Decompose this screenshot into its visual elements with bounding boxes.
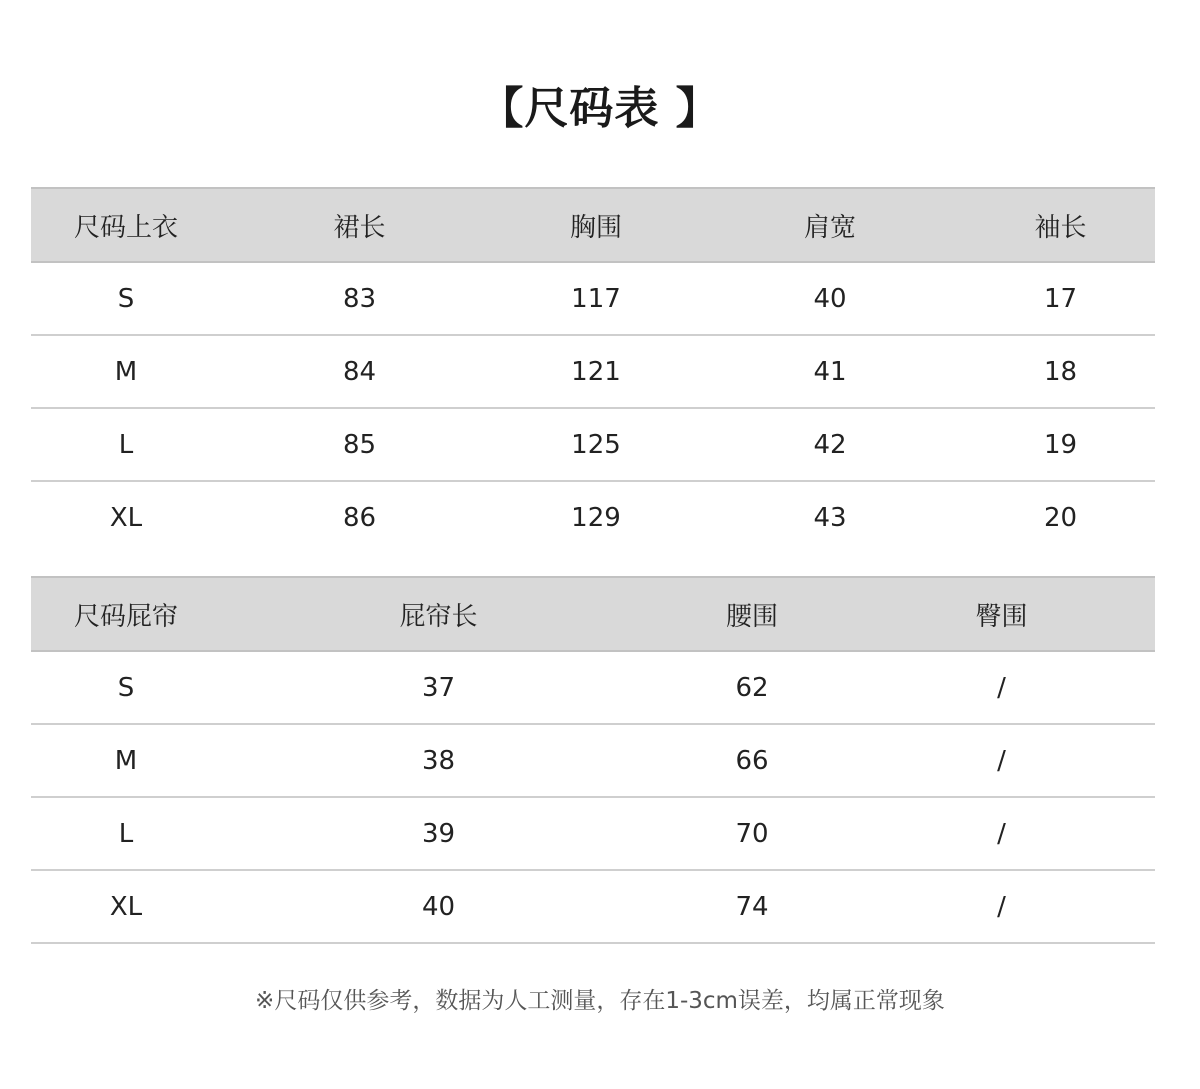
table-cell: 43: [813, 502, 847, 533]
table-row: [31, 408, 1155, 481]
table-cell: /: [848, 797, 1155, 870]
table-cell: 40: [221, 870, 656, 943]
table-cell: XL: [31, 870, 221, 943]
header-waist: 腰围: [656, 577, 848, 651]
table-row: [31, 797, 1155, 870]
table-cell: 84: [221, 335, 498, 408]
page-title: 【尺码表 】: [479, 83, 721, 134]
table-cell: 42: [694, 408, 966, 481]
table-cell: 41: [694, 335, 966, 408]
table-cell: 66: [656, 724, 848, 797]
header-bust: 胸围: [498, 188, 694, 262]
table-cell: /: [848, 724, 1155, 797]
table-cell: 117: [498, 262, 694, 335]
table-cell: M: [31, 335, 221, 408]
header-size-top: 尺码上衣: [31, 188, 221, 262]
table-cell: 39: [221, 797, 656, 870]
table-cell: 19: [966, 408, 1155, 481]
table-cell: 40: [694, 262, 966, 335]
table-row: [31, 262, 1155, 335]
table-cell: 83: [221, 262, 498, 335]
table-cell: L: [31, 797, 221, 870]
table-cell: 129: [571, 502, 621, 533]
table-cell: 74: [656, 870, 848, 943]
table-cell: S: [31, 262, 221, 335]
header-hip: 臀围: [848, 577, 1155, 651]
table-header-row: [31, 188, 1155, 262]
top-size-table: [31, 187, 1155, 553]
table-cell: 17: [966, 262, 1155, 335]
table-cell: 125: [498, 408, 694, 481]
table-cell: XL: [109, 502, 143, 533]
table-cell: /: [848, 651, 1155, 724]
table-cell: 38: [221, 724, 656, 797]
bottom-size-table: [31, 576, 1155, 944]
measurement-note: ※尺码仅供参考，数据为人工测量，存在1-3cm误差，均属正常现象: [255, 988, 945, 1014]
table-cell: L: [31, 408, 221, 481]
header-sleeve-length: 袖长: [966, 188, 1155, 262]
table-cell: 121: [498, 335, 694, 408]
table-row: [31, 870, 1155, 943]
table-cell: 86: [342, 502, 377, 533]
table-cell: S: [31, 651, 221, 724]
header-size-skirt: 尺码屁帘: [31, 577, 221, 651]
table-row: [31, 651, 1155, 724]
header-skirt-length: 屁帘长: [221, 577, 656, 651]
table-cell: M: [31, 724, 221, 797]
header-shoulder-width: 肩宽: [694, 188, 966, 262]
table-cell: 85: [221, 408, 498, 481]
table-row: [31, 335, 1155, 408]
table-row: [31, 724, 1155, 797]
table-header-row: [31, 577, 1155, 651]
table-cell: 70: [656, 797, 848, 870]
table-cell: 18: [966, 335, 1155, 408]
header-dress-length: 裙长: [221, 188, 498, 262]
table-cell: 37: [221, 651, 656, 724]
table-cell: /: [848, 870, 1155, 943]
table-cell: 20: [1043, 502, 1078, 533]
table-row: [31, 481, 1155, 553]
table-cell: 62: [656, 651, 848, 724]
